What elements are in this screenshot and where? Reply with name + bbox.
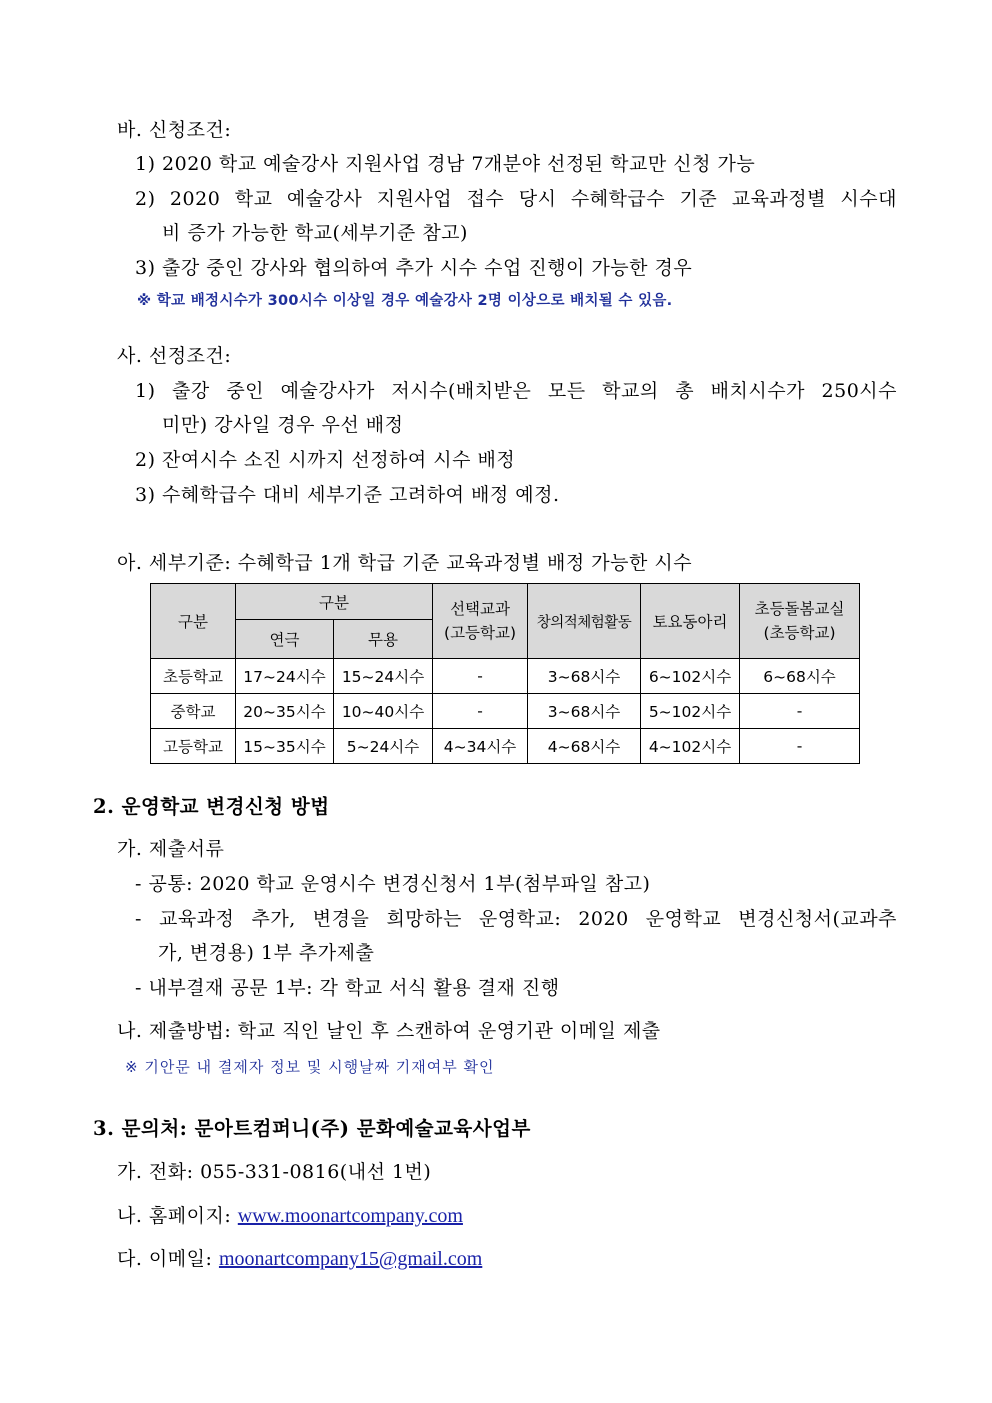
header-saturday: 토요동아리 <box>641 584 740 659</box>
header-elective-line-1: 선택교과 <box>450 600 510 618</box>
cell-elective: 4~34시수 <box>433 729 528 764</box>
cell-dance: 5~24시수 <box>334 729 433 764</box>
header-creative: 창의적체험활동 <box>528 584 641 659</box>
header-care-line-1: 초등돌봄교실 <box>754 600 845 618</box>
section-ba-item-2-line-1: 2) 2020 학교 예술강사 지원사업 접수 당시 수혜학급수 기준 교육과정별 시수대 <box>135 188 897 210</box>
header-theater: 연극 <box>236 620 334 659</box>
cell-saturday: 6~102시수 <box>641 659 740 694</box>
header-dance: 무용 <box>334 620 433 659</box>
header-elective-line-2: (고등학교) <box>444 624 517 642</box>
cell-creative: 3~68시수 <box>528 694 641 729</box>
cell-elective: - <box>433 694 528 729</box>
criteria-table <box>150 583 860 764</box>
section-a-title: 아. 세부기준: 수혜학급 1개 학급 기준 교육과정별 배정 가능한 시수 <box>117 552 693 574</box>
section-2-na-title: 나. 제출방법: 학교 직인 날인 후 스캔하여 운영기관 이메일 제출 <box>117 1020 661 1042</box>
section-ba-item-2-line-2: 비 증가 가능한 학교(세부기준 참고) <box>162 222 468 244</box>
section-2-ga-item-2-line-1: - 교육과정 추가, 변경을 희망하는 운영학교: 2020 운영학교 변경신청서(교과추 <box>135 908 897 930</box>
header-category: 구분 <box>151 584 236 659</box>
cell-elective: - <box>433 659 528 694</box>
cell-school: 고등학교 <box>151 729 236 764</box>
cell-care: - <box>740 694 860 729</box>
section-sa-item-1-line-2: 미만) 강사일 경우 우선 배정 <box>162 414 404 436</box>
section-ba-item-3: 3) 출강 중인 강사와 협의하여 추가 시수 수업 진행이 가능한 경우 <box>135 257 693 279</box>
section-sa-item-2: 2) 잔여시수 소진 시까지 선정하여 시수 배정 <box>135 449 516 471</box>
contact-phone: 가. 전화: 055-331-0816(내선 1번) <box>117 1161 432 1183</box>
table-row <box>151 694 860 729</box>
cell-theater: 17~24시수 <box>236 659 334 694</box>
cell-creative: 4~68시수 <box>528 729 641 764</box>
homepage-link[interactable]: www.moonartcompany.com <box>237 1205 463 1227</box>
section-2-ga-item-3: - 내부결재 공문 1부: 각 학교 서식 활용 결재 진행 <box>135 977 560 999</box>
header-care <box>740 584 860 659</box>
contact-homepage <box>117 1203 463 1229</box>
contact-email <box>117 1246 482 1272</box>
section-2-ga-item-1: - 공통: 2020 학교 운영시수 변경신청서 1부(첨부파일 참고) <box>135 873 651 895</box>
cell-school: 초등학교 <box>151 659 236 694</box>
header-elective <box>433 584 528 659</box>
section-2-na-note: ※ 기안문 내 결제자 정보 및 시행날짜 기재여부 확인 <box>125 1058 495 1076</box>
header-care-line-2: (초등학교) <box>763 624 836 642</box>
header-group: 구분 <box>236 584 433 620</box>
email-link[interactable]: moonartcompany15@gmail.com <box>218 1248 483 1270</box>
cell-saturday: 4~102시수 <box>641 729 740 764</box>
cell-theater: 15~35시수 <box>236 729 334 764</box>
section-ba-note: ※ 학교 배정시수가 300시수 이상일 경우 예술강사 2명 이상으로 배치될 수 있음. <box>137 293 673 309</box>
homepage-label: 나. 홈페이지: <box>117 1205 238 1227</box>
section-2-heading: 2. 운영학교 변경신청 방법 <box>93 795 330 818</box>
cell-dance: 15~24시수 <box>334 659 433 694</box>
table-row <box>151 729 860 764</box>
section-ba-item-1: 1) 2020 학교 예술강사 지원사업 경남 7개분야 선정된 학교만 신청 가능 <box>135 153 756 175</box>
section-2-ga-item-2-line-2: 가, 변경용) 1부 추가제출 <box>158 942 375 964</box>
cell-care: 6~68시수 <box>740 659 860 694</box>
section-sa-item-1-line-1: 1) 출강 중인 예술강사가 저시수(배치받은 모든 학교의 총 배치시수가 250시수 <box>135 380 897 402</box>
section-sa-item-3: 3) 수혜학급수 대비 세부기준 고려하여 배정 예정. <box>135 484 560 506</box>
cell-saturday: 5~102시수 <box>641 694 740 729</box>
section-sa-title: 사. 선정조건: <box>117 345 232 367</box>
cell-theater: 20~35시수 <box>236 694 334 729</box>
table-row <box>151 659 860 694</box>
section-ba-title: 바. 신청조건: <box>117 119 232 141</box>
section-2-ga-title: 가. 제출서류 <box>117 838 225 860</box>
section-3-heading: 3. 문의처: 문아트컴퍼니(주) 문화예술교육사업부 <box>93 1117 531 1140</box>
cell-creative: 3~68시수 <box>528 659 641 694</box>
cell-school: 중학교 <box>151 694 236 729</box>
email-label: 다. 이메일: <box>117 1248 219 1270</box>
cell-care: - <box>740 729 860 764</box>
cell-dance: 10~40시수 <box>334 694 433 729</box>
